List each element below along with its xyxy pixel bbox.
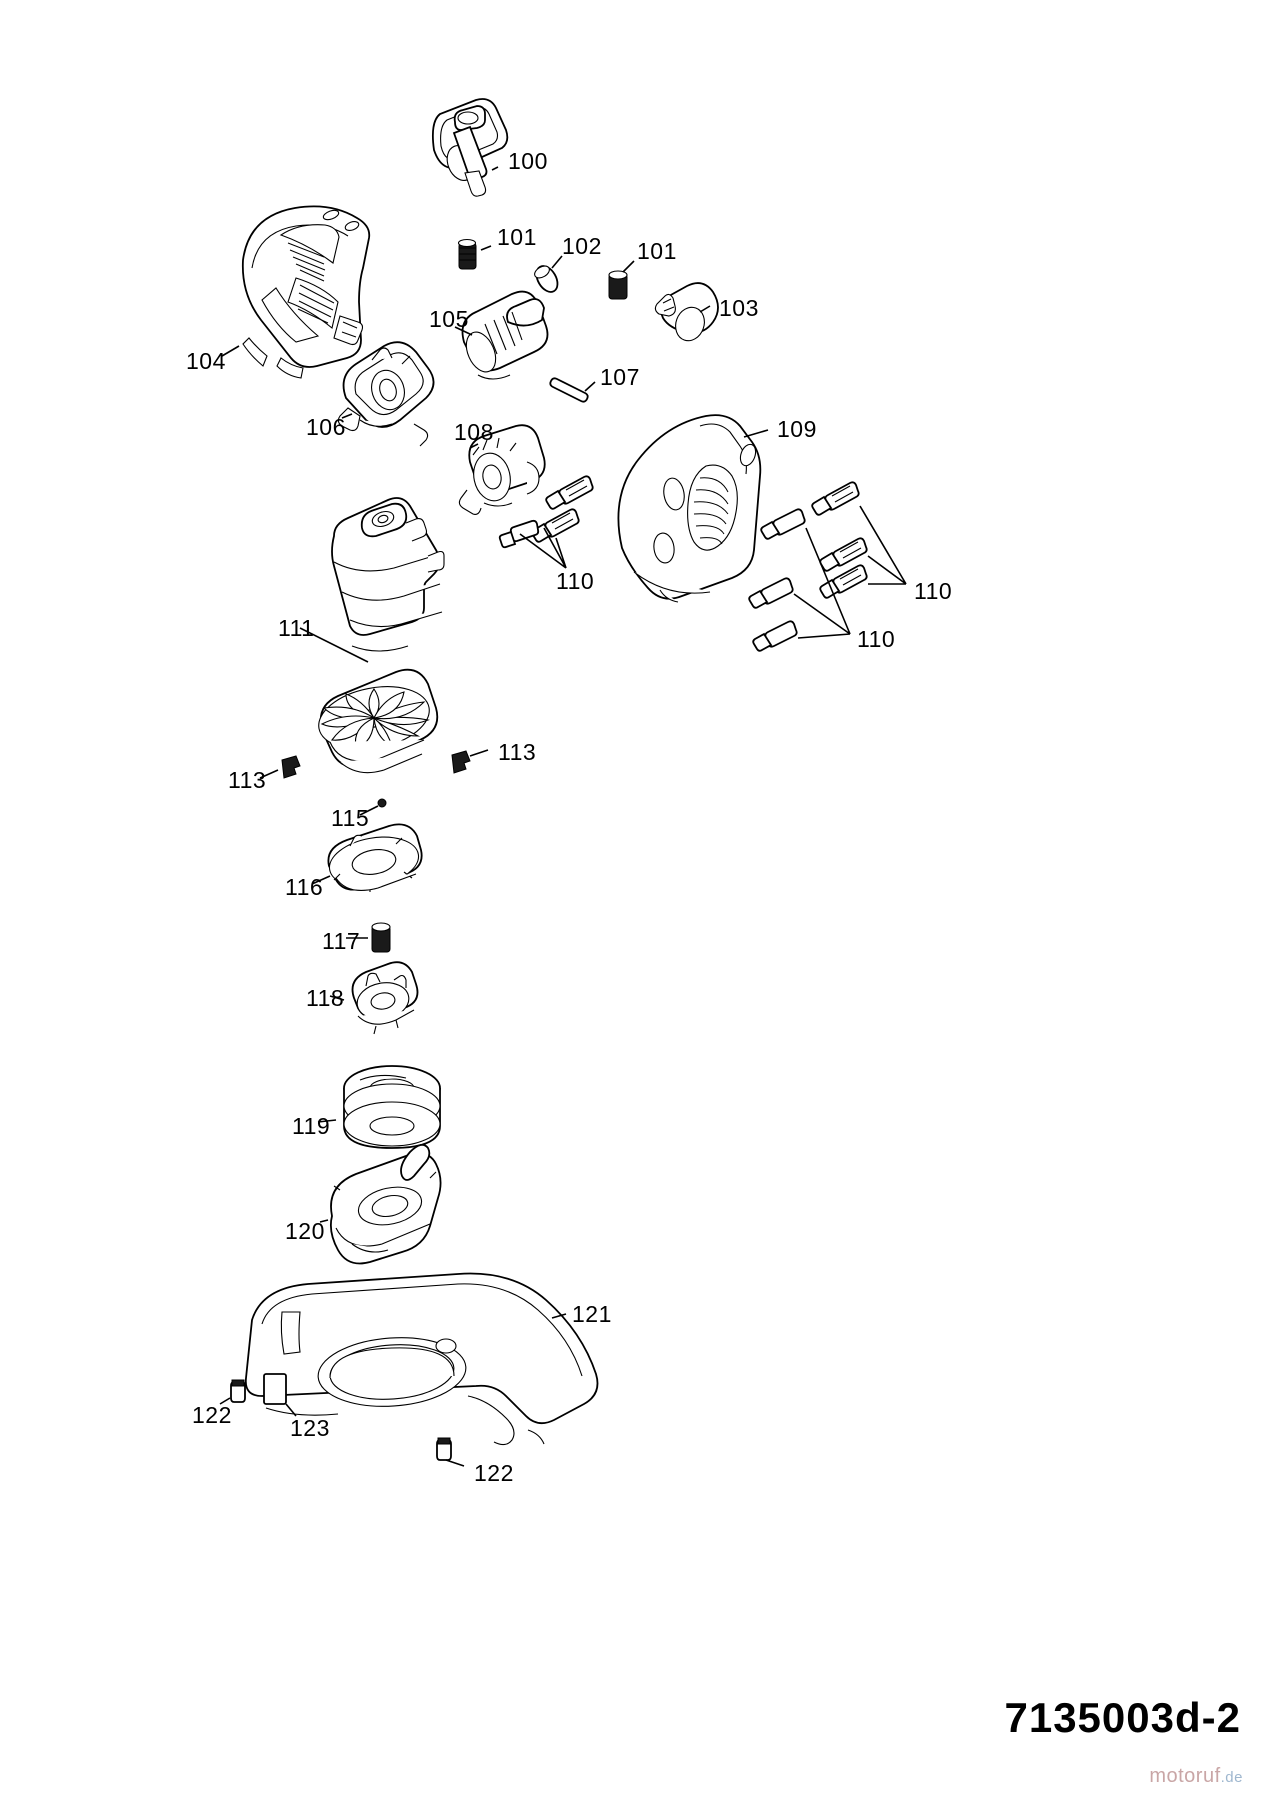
part-101b-graphic [609, 271, 627, 299]
part-115-graphic [378, 799, 386, 807]
callout-121: 121 [572, 1301, 612, 1327]
callout-113-left: 113 [228, 767, 267, 793]
callout-100: 100 [508, 148, 548, 174]
part-117-graphic [372, 923, 390, 952]
part-118-graphic [353, 962, 418, 1034]
part-107-graphic [550, 378, 587, 401]
part-109-graphic [618, 415, 760, 602]
watermark-text: motoruf [1149, 1765, 1221, 1787]
part-100-graphic [433, 99, 507, 196]
drawing-number: 7135003d-2 [1004, 1694, 1241, 1741]
callout-113-right: 113 [498, 739, 537, 765]
callout-105: 105 [429, 306, 469, 332]
part-106-graphic [338, 342, 433, 446]
part-112-graphic [313, 670, 437, 773]
callout-122-bottom: 122 [474, 1460, 514, 1486]
callout-106: 106 [306, 414, 346, 440]
part-122b-graphic [437, 1438, 451, 1460]
callout-111: 111 [278, 615, 315, 641]
callout-110-left: 110 [556, 568, 595, 594]
part-116-graphic [326, 824, 423, 893]
part-122a-graphic [231, 1380, 245, 1402]
part-111-graphic [332, 498, 444, 651]
part-113b-graphic [452, 751, 470, 773]
callout-115: 115 [331, 805, 370, 831]
callout-109: 109 [777, 416, 817, 442]
part-123-graphic [264, 1374, 286, 1404]
part-110-screws-right-upper [812, 482, 866, 597]
callout-102: 102 [562, 233, 602, 259]
part-101a-graphic [459, 240, 477, 270]
part-120-graphic [331, 1145, 441, 1264]
callout-110-right-upper: 110 [914, 578, 953, 604]
callout-116: 116 [285, 874, 324, 900]
callout-120: 120 [285, 1218, 325, 1244]
callout-119: 119 [292, 1113, 331, 1139]
part-113a-graphic [282, 756, 300, 778]
callout-108: 108 [454, 419, 494, 445]
part-110-screws-right-lower [749, 509, 804, 650]
callout-107: 107 [600, 364, 640, 390]
callout-122-left: 122 [192, 1402, 232, 1428]
part-103-graphic [655, 283, 718, 345]
part-105-graphic [461, 292, 548, 379]
callout-103: 103 [719, 295, 759, 321]
watermark-domain: .de [1220, 1769, 1243, 1786]
callout-101-lower: 101 [637, 238, 677, 264]
part-119-graphic [344, 1066, 440, 1148]
part-102-graphic [532, 262, 562, 295]
part-104-graphic [243, 206, 369, 378]
callout-101-upper: 101 [497, 224, 537, 250]
callout-118: 118 [306, 985, 345, 1011]
callout-110-right-lower: 110 [857, 626, 896, 652]
callout-104: 104 [186, 348, 226, 374]
watermark [1149, 1765, 1243, 1788]
callout-123: 123 [290, 1415, 330, 1441]
callout-117: 117 [322, 928, 361, 954]
